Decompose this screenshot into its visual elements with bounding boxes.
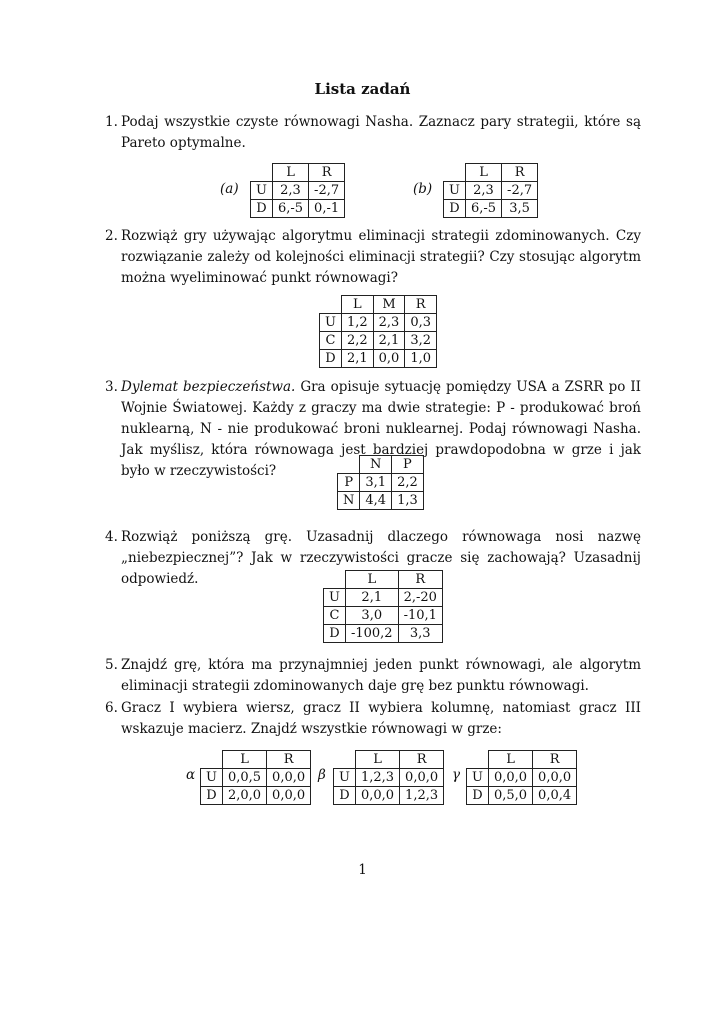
matrix-row bbox=[338, 492, 424, 510]
column-strategy: L bbox=[341, 296, 373, 314]
column-strategy: L bbox=[355, 751, 399, 769]
column-strategy: R bbox=[405, 296, 437, 314]
payoff-cell: 2,-20 bbox=[398, 589, 442, 607]
payoff-matrix-4 bbox=[323, 570, 443, 643]
matrix-header-row bbox=[324, 571, 443, 589]
payoff-cell: 2,1 bbox=[341, 350, 373, 368]
row-strategy: C bbox=[320, 332, 342, 350]
matrix-row bbox=[444, 200, 538, 218]
matrix-corner bbox=[324, 571, 346, 589]
column-strategy: R bbox=[502, 164, 538, 182]
payoff-matrix-gamma bbox=[466, 750, 577, 805]
matrix-corner bbox=[334, 751, 356, 769]
payoff-cell: 2,3 bbox=[272, 182, 308, 200]
matrix-corner bbox=[338, 456, 360, 474]
problem-6 bbox=[105, 698, 641, 740]
matrix-row bbox=[320, 332, 437, 350]
payoff-cell: 3,0 bbox=[345, 607, 398, 625]
problem-number: 2. bbox=[105, 228, 118, 244]
column-strategy: N bbox=[360, 456, 392, 474]
column-strategy: P bbox=[392, 456, 424, 474]
payoff-cell: -2,7 bbox=[502, 182, 538, 200]
payoff-cell: 4,4 bbox=[360, 492, 392, 510]
payoff-cell: 6,-5 bbox=[272, 200, 308, 218]
row-strategy: U bbox=[251, 182, 273, 200]
payoff-cell: 0,0,5 bbox=[222, 769, 266, 787]
problem-1 bbox=[105, 112, 641, 154]
row-strategy: P bbox=[338, 474, 360, 492]
payoff-cell: 0,0,0 bbox=[400, 769, 444, 787]
payoff-cell: 3,3 bbox=[398, 625, 442, 643]
problem-text: Rozwiąż gry używając algorytmu eliminacji strategii zdominowanych. Czy rozwiązanie zależy od kolejności eliminacji strategii? Czy stosując algorytm można wyeliminować punkt równowagi? bbox=[121, 228, 641, 286]
column-strategy: R bbox=[400, 751, 444, 769]
payoff-cell: 1,2,3 bbox=[400, 787, 444, 805]
column-strategy: L bbox=[272, 164, 308, 182]
problem-text: Znajdź grę, która ma przynajmniej jeden punkt równowagi, ale algorytm eliminacji strategii zdominowanych daje grę bez punktu równowagi. bbox=[121, 657, 641, 694]
matrix-header-row bbox=[320, 296, 437, 314]
payoff-cell: 0,5,0 bbox=[488, 787, 532, 805]
matrix-header-row bbox=[444, 164, 538, 182]
matrix-header-row bbox=[338, 456, 424, 474]
column-strategy: L bbox=[488, 751, 532, 769]
column-strategy: L bbox=[345, 571, 398, 589]
matrix-header-row bbox=[467, 751, 577, 769]
column-strategy: R bbox=[309, 164, 345, 182]
column-strategy: M bbox=[373, 296, 405, 314]
payoff-cell: 0,0,0 bbox=[533, 769, 577, 787]
row-strategy: D bbox=[320, 350, 342, 368]
row-strategy: D bbox=[201, 787, 223, 805]
payoff-cell: 2,0,0 bbox=[222, 787, 266, 805]
payoff-cell: 0,0 bbox=[373, 350, 405, 368]
matrix-row bbox=[334, 769, 444, 787]
payoff-cell: 3,2 bbox=[405, 332, 437, 350]
payoff-cell: -100,2 bbox=[345, 625, 398, 643]
problem-text: Gracz I wybiera wiersz, gracz II wybiera kolumnę, natomiast gracz III wskazuje macierz. Znajdź wszystkie równowagi w grze: bbox=[121, 700, 641, 737]
page-number: 1 bbox=[358, 862, 367, 878]
problem-number: 3. bbox=[105, 379, 118, 395]
matrix-row bbox=[324, 625, 443, 643]
payoff-cell: 0,0,0 bbox=[267, 769, 311, 787]
matrix-row bbox=[320, 350, 437, 368]
matrix-row bbox=[251, 182, 345, 200]
payoff-cell: 1,2 bbox=[341, 314, 373, 332]
matrix-row bbox=[324, 607, 443, 625]
row-strategy: D bbox=[467, 787, 489, 805]
matrix-row bbox=[324, 589, 443, 607]
problem-number: 5. bbox=[105, 657, 118, 673]
problem-number: 6. bbox=[105, 700, 118, 716]
problem-text: Rozwiąż poniższą grę. Uzasadnij dlaczego równowaga nosi nazwę „niebezpiecznej”? Jak w rzeczywistości gracze się zachowają? Uzasadnij odpowiedź. bbox=[121, 529, 641, 587]
row-strategy: U bbox=[467, 769, 489, 787]
payoff-matrix-3 bbox=[337, 455, 424, 510]
column-strategy: R bbox=[267, 751, 311, 769]
matrix-row bbox=[467, 769, 577, 787]
matrix-row bbox=[444, 182, 538, 200]
matrix-row bbox=[338, 474, 424, 492]
payoff-matrix-alpha bbox=[200, 750, 311, 805]
column-strategy: R bbox=[533, 751, 577, 769]
matrix-corner bbox=[467, 751, 489, 769]
payoff-matrix-2 bbox=[319, 295, 437, 368]
matrix-row bbox=[320, 314, 437, 332]
row-strategy: U bbox=[324, 589, 346, 607]
problem-number: 4. bbox=[105, 529, 118, 545]
payoff-cell: 0,-1 bbox=[309, 200, 345, 218]
row-strategy: D bbox=[251, 200, 273, 218]
matrix-row bbox=[201, 769, 311, 787]
problem-2 bbox=[105, 226, 641, 289]
matrix-header-row bbox=[251, 164, 345, 182]
column-strategy: L bbox=[222, 751, 266, 769]
row-strategy: C bbox=[324, 607, 346, 625]
payoff-cell: 2,2 bbox=[341, 332, 373, 350]
matrix-row bbox=[201, 787, 311, 805]
payoff-cell: 2,3 bbox=[373, 314, 405, 332]
payoff-cell: 2,1 bbox=[373, 332, 405, 350]
row-strategy: U bbox=[444, 182, 466, 200]
problem-title-italic: Dylemat bezpieczeństwa. bbox=[121, 379, 296, 395]
matrix-header-row bbox=[201, 751, 311, 769]
problem-text: Podaj wszystkie czyste równowagi Nasha. Zaznacz pary strategii, które są Pareto optymalne. bbox=[121, 114, 641, 151]
row-strategy: D bbox=[334, 787, 356, 805]
column-strategy: R bbox=[398, 571, 442, 589]
matrix-label: (b) bbox=[413, 181, 433, 197]
payoff-cell: 2,2 bbox=[392, 474, 424, 492]
matrix-header-row bbox=[334, 751, 444, 769]
payoff-cell: 6,-5 bbox=[465, 200, 501, 218]
matrix-label-alpha: α bbox=[186, 767, 196, 783]
payoff-matrix-1b bbox=[443, 163, 538, 218]
payoff-matrix-1a bbox=[250, 163, 345, 218]
matrix-label: (a) bbox=[220, 181, 239, 197]
row-strategy: N bbox=[338, 492, 360, 510]
payoff-cell: 1,2,3 bbox=[355, 769, 399, 787]
payoff-matrix-beta bbox=[333, 750, 444, 805]
payoff-cell: 2,3 bbox=[465, 182, 501, 200]
problem-number: 1. bbox=[105, 114, 118, 130]
payoff-cell: 1,0 bbox=[405, 350, 437, 368]
payoff-cell: 0,0,0 bbox=[488, 769, 532, 787]
payoff-cell: 0,0,0 bbox=[267, 787, 311, 805]
payoff-cell: 0,3 bbox=[405, 314, 437, 332]
payoff-cell: -2,7 bbox=[309, 182, 345, 200]
problem-body: Gra opisuje sytuację pomiędzy USA a ZSRR po II Wojnie Światowej. Każdy z graczy ma dwie strategie: P - produkować broń nuklearną, N - nie produkować broni nuklearnej. Podaj równowagi Nasha. Jak myślisz, która równowaga jest bardziej prawdopodobna w grze i jak było w rzeczywistości? bbox=[121, 379, 641, 479]
column-strategy: L bbox=[465, 164, 501, 182]
payoff-cell: 1,3 bbox=[392, 492, 424, 510]
matrix-label-beta: β bbox=[318, 767, 326, 783]
payoff-cell: 3,5 bbox=[502, 200, 538, 218]
matrix-row bbox=[467, 787, 577, 805]
row-strategy: D bbox=[444, 200, 466, 218]
payoff-cell: -10,1 bbox=[398, 607, 442, 625]
matrix-corner bbox=[444, 164, 466, 182]
row-strategy: U bbox=[201, 769, 223, 787]
row-strategy: U bbox=[334, 769, 356, 787]
row-strategy: U bbox=[320, 314, 342, 332]
matrix-label-gamma: γ bbox=[452, 767, 461, 783]
matrix-corner bbox=[201, 751, 223, 769]
row-strategy: D bbox=[324, 625, 346, 643]
problem-5 bbox=[105, 655, 641, 697]
payoff-cell: 0,0,4 bbox=[533, 787, 577, 805]
matrix-row bbox=[251, 200, 345, 218]
matrix-corner bbox=[251, 164, 273, 182]
matrix-corner bbox=[320, 296, 342, 314]
matrix-row bbox=[334, 787, 444, 805]
payoff-cell: 3,1 bbox=[360, 474, 392, 492]
payoff-cell: 2,1 bbox=[345, 589, 398, 607]
page-title: Lista zadań bbox=[314, 80, 411, 98]
payoff-cell: 0,0,0 bbox=[355, 787, 399, 805]
